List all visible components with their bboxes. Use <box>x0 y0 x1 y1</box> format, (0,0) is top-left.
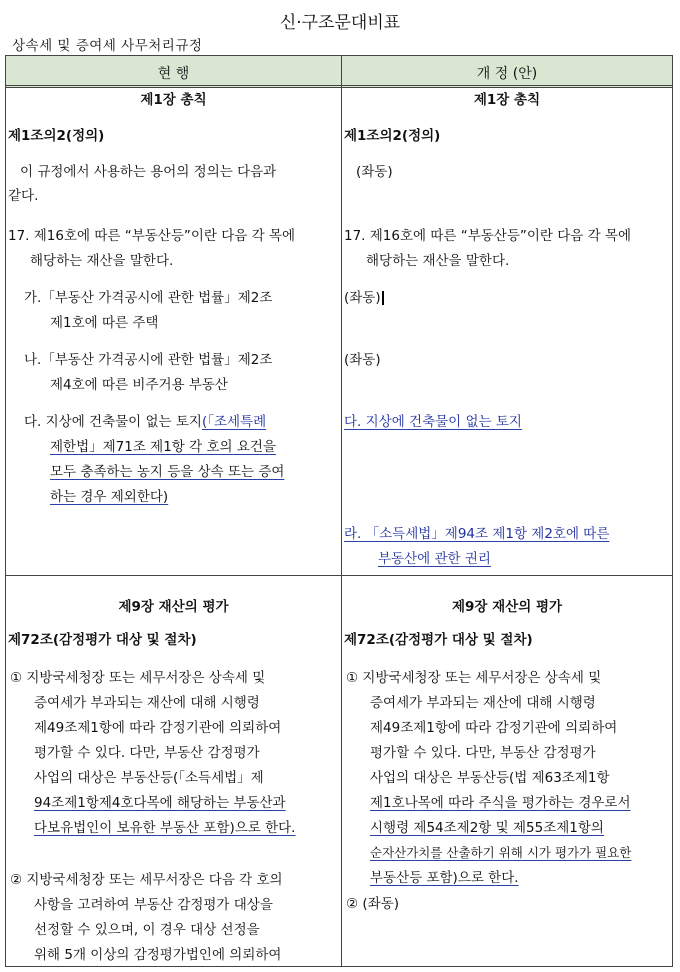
left-da-rest-0: (「조세특례 <box>201 414 267 430</box>
left-chapter1: 제1장 총칙 <box>140 92 207 108</box>
right-item17-1: 17. 제16호에 따른 “부동산등”이란 다음 각 목에 <box>344 228 632 244</box>
left-item17-1: 17. 제16호에 따른 “부동산등”이란 다음 각 목에 <box>8 228 296 244</box>
left-art1-2: 제1조의2(정의) <box>8 128 105 144</box>
left-p2-2: 사항을 고려하여 부동산 감정평가 대상을 <box>34 897 273 913</box>
right-p1-4: 평가할 수 있다. 다만, 부동산 감정평가 <box>370 745 596 761</box>
left-na-2: 제4호에 따른 비주거용 부동산 <box>50 377 228 393</box>
left-ch9: 제9장 재산의 평가 <box>118 599 229 615</box>
header-current: 현 행 <box>157 66 190 82</box>
left-p1-2: 증여세가 부과되는 재산에 대해 시행령 <box>34 695 260 711</box>
right-p1-6: 제1호나목에 따라 주식을 평가하는 경우로서 <box>370 795 631 811</box>
right-p1-1: ① 지방국세청장 또는 세무서장은 상속세 및 <box>346 670 602 686</box>
right-same-na: (좌동) <box>344 352 381 368</box>
left-art72: 제72조(감정평가 대상 및 절차) <box>8 632 197 648</box>
row-divider <box>6 575 672 576</box>
doc-title: 신·구조문대비표 <box>279 13 401 33</box>
left-item17-2: 해당하는 재산을 말한다. <box>30 253 174 269</box>
left-p2-3: 선정할 수 있으며, 이 경우 대상 선정을 <box>34 922 260 938</box>
header-revised: 개 정 (안) <box>476 66 538 82</box>
right-same-ga-text: (좌동) <box>344 290 381 306</box>
right-p1-7: 시행령 제54조제2항 및 제55조제1항의 <box>370 820 604 836</box>
right-p2: ② (좌동) <box>346 896 400 912</box>
left-da-head: 다. 지상에 건축물이 없는 토지 <box>24 414 202 430</box>
table-header <box>6 56 672 88</box>
right-same-ga <box>344 286 384 310</box>
left-da-2: 제한법」제71조 제1항 각 호의 요건을 <box>50 439 276 455</box>
left-p2-4: 위해 5개 이상의 감정평가법인에 의뢰하여 <box>34 947 282 963</box>
right-art72: 제72조(감정평가 대상 및 절차) <box>344 632 533 648</box>
right-art1-2: 제1조의2(정의) <box>344 128 441 144</box>
left-da-1 <box>24 410 266 434</box>
comparison-table <box>5 55 673 967</box>
left-da-4: 하는 경우 제외한다) <box>50 489 169 505</box>
left-p1-4: 평가할 수 있다. 다만, 부동산 감정평가 <box>34 745 260 761</box>
right-p1-2: 증여세가 부과되는 재산에 대해 시행령 <box>370 695 596 711</box>
right-p1-9: 부동산등 포함)으로 한다. <box>370 870 519 886</box>
text-cursor <box>382 291 384 305</box>
right-chapter1: 제1장 총칙 <box>473 92 541 108</box>
column-divider <box>341 56 342 966</box>
right-da: 다. 지상에 건축물이 없는 토지 <box>344 414 522 430</box>
right-p1-3: 제49조제1항에 따라 감정기관에 의뢰하여 <box>370 720 618 736</box>
left-ga-1: 가.「부동산 가격공시에 관한 법률」제2조 <box>24 290 273 306</box>
left-p1-1: ① 지방국세청장 또는 세무서장은 상속세 및 <box>10 670 266 686</box>
left-na-1: 나.「부동산 가격공시에 관한 법률」제2조 <box>24 352 273 368</box>
right-ra-2: 부동산에 관한 권리 <box>378 551 491 567</box>
left-p1-6: 94조제1항제4호다목에 해당하는 부동산과 <box>34 795 286 811</box>
right-p1-5: 사업의 대상은 부동산등(법 제63조제1항 <box>370 770 610 786</box>
left-p1-5: 사업의 대상은 부동산등(「소득세법」제 <box>34 770 264 786</box>
left-def-intro-2: 같다. <box>8 188 39 204</box>
left-p1-3: 제49조제1항에 따라 감정기관에 의뢰하여 <box>34 720 282 736</box>
right-same-1: (좌동) <box>356 164 393 180</box>
left-def-intro-1: 이 규정에서 사용하는 용어의 정의는 다음과 <box>20 164 277 180</box>
doc-subtitle: 상속세 및 증여세 사무처리규정 <box>12 38 203 54</box>
left-p2-1: ② 지방국세청장 또는 세무서장은 다음 각 호의 <box>10 872 283 888</box>
right-p1-8: 순자산가치를 산출하기 위해 시가 평가가 필요한 <box>370 845 632 860</box>
left-da-3: 모두 충족하는 농지 등을 상속 또는 증여 <box>50 464 285 480</box>
right-ra-1: 라. 「소득세법」제94조 제1항 제2호에 따른 <box>344 526 610 542</box>
right-ch9: 제9장 재산의 평가 <box>451 599 563 615</box>
left-ga-2: 제1호에 따른 주택 <box>50 315 159 331</box>
left-p1-7: 다보유법인이 보유한 부동산 포함)으로 한다. <box>34 820 296 836</box>
right-item17-2: 해당하는 재산을 말한다. <box>366 253 510 269</box>
